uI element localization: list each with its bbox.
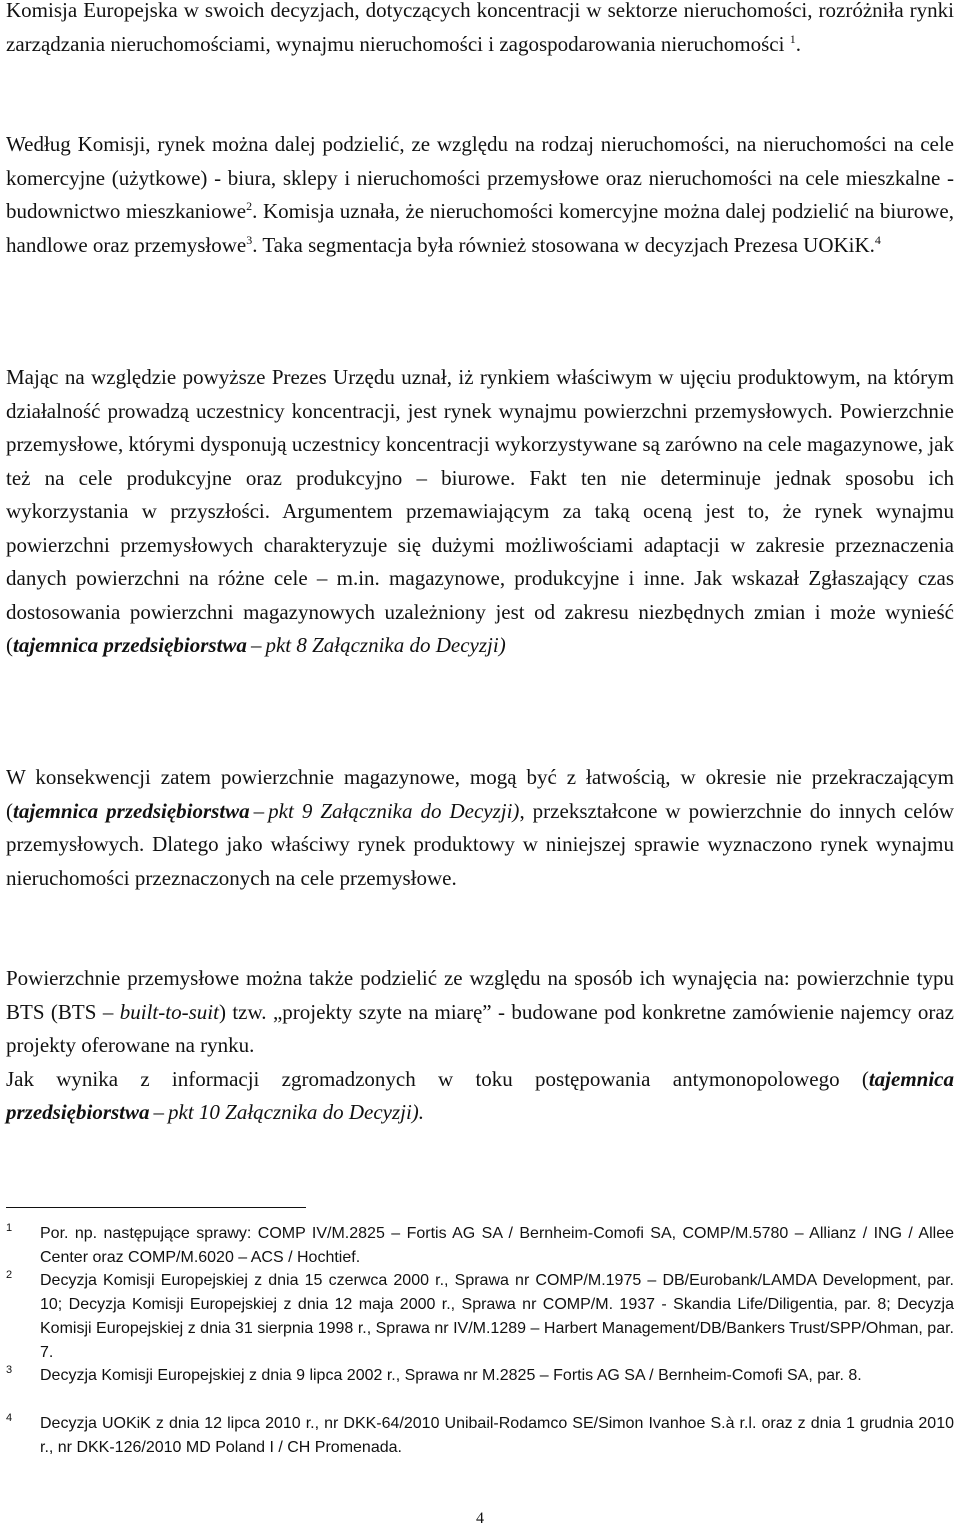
footnote-4 bbox=[6, 1412, 954, 1460]
footnote-1 bbox=[6, 1222, 954, 1270]
footnote-number: 4 bbox=[6, 1412, 13, 1424]
annex-reference: pkt 9 Załącznika do Decyzji) bbox=[268, 798, 520, 823]
paragraph-market-segments bbox=[6, 0, 954, 61]
footnote-ref: 1 bbox=[789, 31, 796, 46]
page-number: 4 bbox=[476, 1510, 484, 1527]
paragraph-text: . Taka segmentacja była również stosowana w decyzjach Prezesa UOKiK. bbox=[252, 232, 875, 257]
footnote-ref: 3 bbox=[246, 232, 253, 247]
footnote-ref: 2 bbox=[246, 199, 253, 213]
footnote-3 bbox=[6, 1364, 954, 1388]
paragraph-text: ) tzw. „projekty szyte na miarę” - budowane pod konkretne zamówienie najemcy oraz projekty oferowane na rynku. bbox=[6, 999, 954, 1057]
paragraph-relevant-market bbox=[6, 361, 954, 663]
paragraph-end: . bbox=[795, 31, 801, 56]
footnote-text: Decyzja UOKiK z dnia 12 lipca 2010 r., nr DKK-64/2010 Unibail-Rodamco SE/Simon Ivanhoe S.à r.l. oraz z dnia 1 grudnia 2010 r., nr DKK-126/2010 MD Poland I / CH Promenada. bbox=[40, 1415, 954, 1456]
dash: – bbox=[250, 633, 262, 657]
business-secret-label: tajemnica przedsiębiorstwa bbox=[6, 1066, 954, 1124]
annex-reference: pkt 10 Załącznika do Decyzji). bbox=[168, 1100, 425, 1124]
paragraph-conversion bbox=[6, 761, 954, 895]
paragraph-bts bbox=[6, 962, 954, 1130]
business-secret-label: tajemnica przedsiębiorstwa bbox=[13, 798, 250, 823]
footnote-number: 3 bbox=[6, 1364, 13, 1376]
business-secret-label: tajemnica przedsiębiorstwa bbox=[13, 633, 247, 657]
dash: – bbox=[253, 798, 265, 823]
footnote-2 bbox=[6, 1269, 954, 1365]
paragraph-commission-segmentation bbox=[6, 128, 954, 262]
paragraph-text: Powierzchnie przemysłowe można także podzielić ze względu na sposób ich wynajęcia na: powierzchnie typu BTS (BTS – bbox=[6, 966, 954, 1024]
annex-reference: pkt 8 Załącznika do Decyzji) bbox=[265, 633, 506, 657]
paragraph-text: , przekształcone w powierzchnie do innych celów przemysłowych. Dlatego jako właściwy rynek produktowy w niniejszej sprawie wyznaczono rynek wynajmu nieruchomości przeznaczonych na cele przemysłowe. bbox=[6, 798, 954, 890]
footnote-number: 2 bbox=[6, 1269, 13, 1281]
paragraph-text: Jak wynika z informacji zgromadzonych w toku postępowania antymonopolowego ( bbox=[6, 1066, 869, 1091]
footnote-separator bbox=[6, 1207, 306, 1208]
footnote-number: 1 bbox=[6, 1222, 13, 1234]
bts-term: built-to-suit bbox=[119, 999, 219, 1024]
paragraph-text: Mając na względzie powyższe Prezes Urzędu uznał, iż rynkiem właściwym w ujęciu produktowym, na którym działalność prowadzą uczestnicy koncentracji, jest rynek wynajmu powierzchni przemysłowych. Powierzchnie przemysłowe, którymi dysponują uczestnicy koncentracji wykorzystywane są zarówno na cele magazynowe, jak też na cele produkcyjne oraz produkcyjno – biurowe. Fakt ten nie determinuje jednak sposobu ich wykorzystania w przyszłości. Argumentem przemawiającym za taką oceną jest to, że rynek wynajmu powierzchni przemysłowych charakteryzuje się dużymi możliwościami adaptacji w zakresie przeznaczenia danych powierzchni na różne cele – m.in. magazynowe, produkcyjne i inne. Jak wskazał Zgłaszający czas dostosowania powierzchni magazynowych uzależniony jest od zakresu niezbędnych zmian i może wynieść ( bbox=[6, 365, 954, 657]
footnote-ref: 4 bbox=[874, 232, 881, 247]
footnote-text: Decyzja Komisji Europejskiej z dnia 15 czerwca 2000 r., Sprawa nr COMP/M.1975 – DB/Eurobank/LAMDA Development, par. 10; Decyzja Komisji Europejskiej z dnia 12 maja 2000 r., Sprawa nr COMP/M. 1937 - Skandia Life/Diligentia, par. 8; Decyzja Komisji Europejskiej z dnia 31 sierpnia 1998 r., Sprawa nr IV/M.1289 – Harbert Management/DB/Bankers Trust/SPP/Ohman, par. 7. bbox=[40, 1272, 954, 1361]
dash: – bbox=[153, 1100, 165, 1124]
footnote-text: Por. np. następujące sprawy: COMP IV/M.2825 – Fortis AG SA / Bernheim-Comofi SA, COMP/M.5780 – Allianz / ING / Allee Center oraz COMP/M.6020 – ACS / Hochtief. bbox=[40, 1225, 954, 1266]
paragraph-text: Według Komisji, rynek można dalej podzielić, ze względu na rodzaj nieruchomości, na nieruchomości na cele komercyjne (użytkowe) - biura, sklepy i nieruchomości przemysłowe oraz nieruchomości na cele mieszkalne - budownictwo mieszkaniowe bbox=[6, 132, 954, 223]
paragraph-text: Komisja Europejska w swoich decyzjach, dotyczących koncentracji w sektorze nieruchomości, rozróżniła rynki zarządzania nieruchomościami, wynajmu nieruchomości i zagospodarowania nieruchomości bbox=[6, 0, 954, 56]
footnote-text: Decyzja Komisji Europejskiej z dnia 9 lipca 2002 r., Sprawa nr M.2825 – Fortis AG SA / Bernheim-Comofi SA, par. 8. bbox=[40, 1367, 862, 1384]
paragraph-text: W konsekwencji zatem powierzchnie magazynowe, mogą być z łatwością, w okresie nie przekraczającym ( bbox=[6, 765, 954, 823]
paragraph-text: . Komisja uznała, że nieruchomości komercyjne można dalej podzielić na biurowe, handlowe oraz przemysłowe bbox=[6, 199, 954, 257]
